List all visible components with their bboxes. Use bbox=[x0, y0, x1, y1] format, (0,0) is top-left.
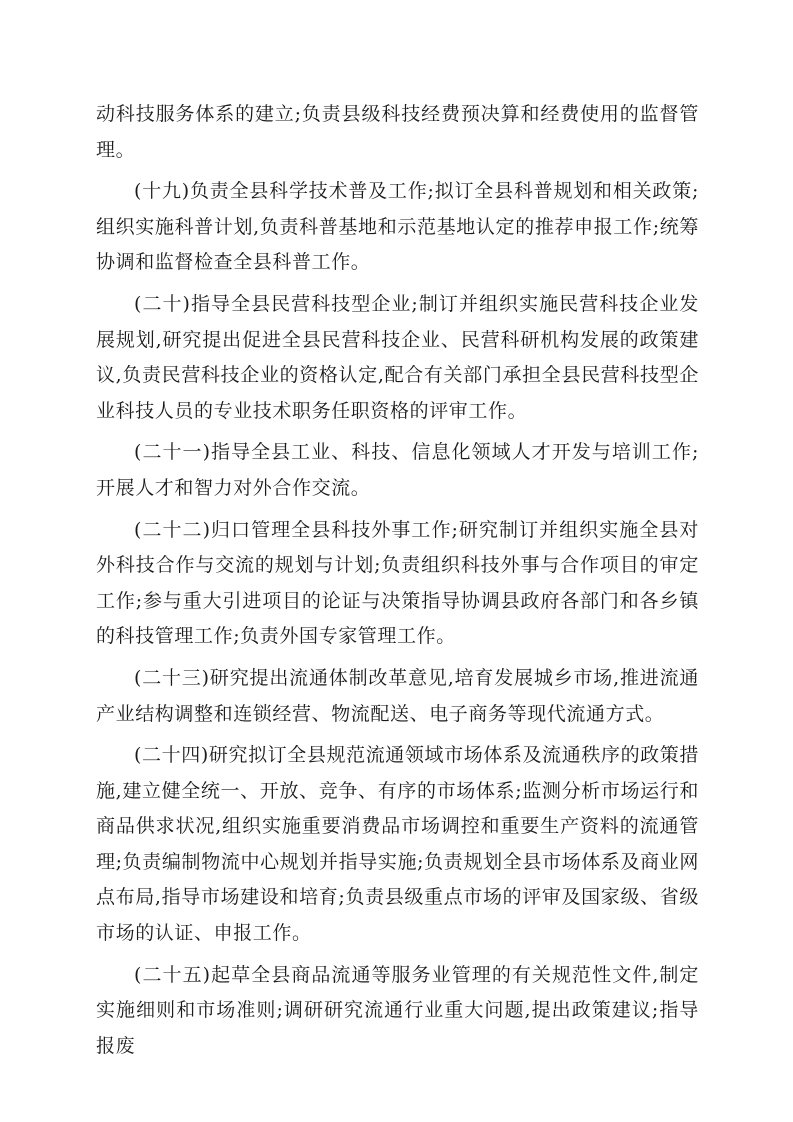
paragraph-item-20: (二十)指导全县民营科技型企业;制订并组织实施民营科技企业发展规划,研究提出促进全县民营科技企业、民营科研机构发展的政策建议,负责民营科技企业的资格认定,配合有关部门承担全县民营科技型企业科技人员的专业技术职务任职资格的评审工作。 bbox=[96, 292, 699, 422]
paragraph-item-19: (十九)负责全县科学技术普及工作;拟订全县科普规划和相关政策;组织实施科普计划,负责科普基地和示范基地认定的推荐申报工作;统筹协调和监督检查全县科普工作。 bbox=[96, 180, 699, 274]
paragraph-item-21: (二十一)指导全县工业、科技、信息化领域人才开发与培训工作;开展人才和智力对外合作交流。 bbox=[96, 441, 699, 499]
paragraph-continuation: 动科技服务体系的建立;负责县级科技经费预决算和经费使用的监督管理。 bbox=[96, 103, 699, 161]
paragraph-item-22: (二十二)归口管理全县科技外事工作;研究制订并组织实施全县对外科技合作与交流的规划与计划;负责组织科技外事与合作项目的审定工作;参与重大引进项目的论证与决策指导协调县政府各部门和各乡镇的科技管理工作;负责外国专家管理工作。 bbox=[96, 518, 699, 648]
paragraph-item-23: (二十三)研究提出流通体制改革意见,培育发展城乡市场,推进流通产业结构调整和连锁经营、物流配送、电子商务等现代流通方式。 bbox=[96, 666, 699, 725]
document-body bbox=[96, 97, 699, 1070]
paragraph-item-25: (二十五)起草全县商品流通等服务业管理的有关规范性文件,制定实施细则和市场准则;调研研究流通行业重大问题,提出政策建议;指导报废 bbox=[96, 963, 699, 1057]
paragraph-item-24: (二十四)研究拟订全县规范流通领域市场体系及流通秩序的政策措施,建立健全统一、开放、竞争、有序的市场体系;监测分析市场运行和商品供求状况,组织实施重要消费品市场调控和重要生产资料的流通管理;负责编制物流中心规划并指导实施;负责规划全县市场体系及商业网点布局,指导市场建设和培育;负责县级重点市场的评审及国家级、省级市场的认证、申报工作。 bbox=[96, 744, 699, 945]
